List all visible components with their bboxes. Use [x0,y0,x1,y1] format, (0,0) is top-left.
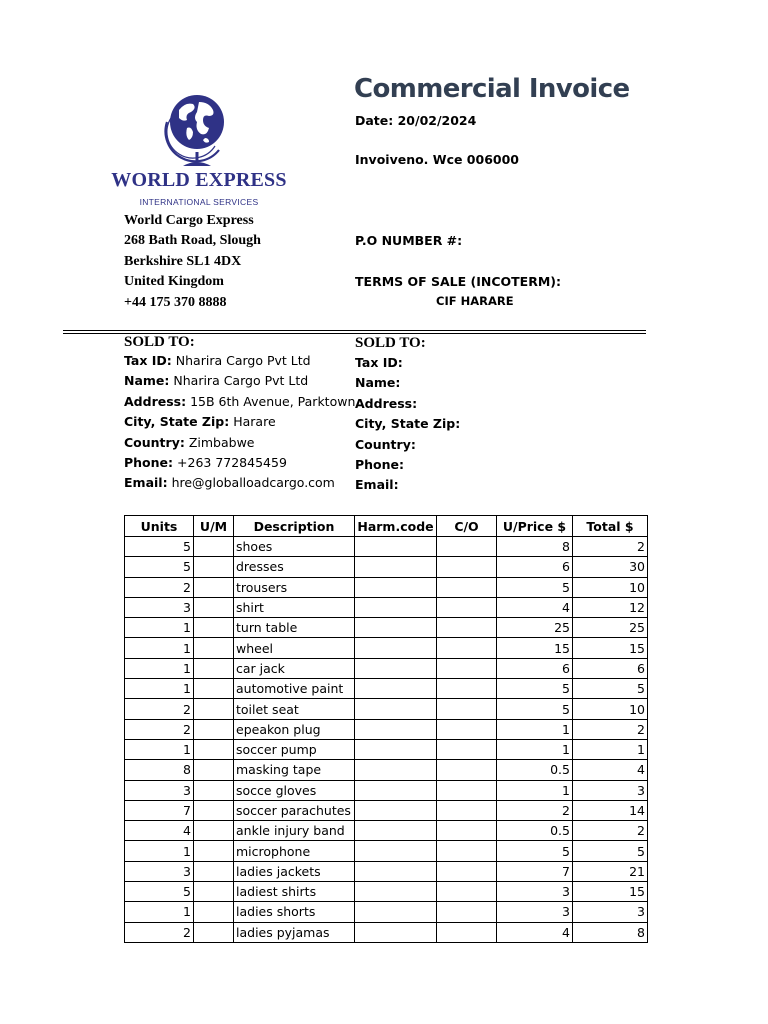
cell-unit-price: 2 [497,800,573,820]
cell-harm-code [355,557,437,577]
cell-total: 3 [573,780,648,800]
table-header-row [125,516,648,537]
cell-um [194,658,234,678]
sold-to-heading-left: SOLD TO: [124,334,195,350]
cell-um [194,618,234,638]
cell-total: 4 [573,760,648,780]
table-row [125,618,648,638]
cell-total: 12 [573,597,648,617]
table-row [125,739,648,759]
cell-units: 1 [125,739,194,759]
sender-address [124,211,261,313]
sold-to-right-country: Country: [355,436,416,452]
cell-unit-price: 1 [497,739,573,759]
cell-units: 3 [125,597,194,617]
cell-total: 5 [573,841,648,861]
cell-co [437,618,497,638]
sold-to-left-email: Email: hre@globalloadcargo.com [124,475,335,491]
cell-harm-code [355,739,437,759]
cell-unit-price: 5 [497,699,573,719]
cell-um [194,699,234,719]
cell-harm-code [355,679,437,699]
table-row [125,821,648,841]
table-row [125,577,648,597]
cell-um [194,597,234,617]
globe-logo-icon [159,88,235,170]
sold-to-right-city: City, State Zip: [355,416,461,432]
cell-description: toilet seat [234,699,355,719]
cell-units: 3 [125,780,194,800]
cell-um [194,902,234,922]
cell-um [194,821,234,841]
table-row [125,658,648,678]
cell-harm-code [355,597,437,617]
cell-total: 2 [573,537,648,557]
cell-total: 3 [573,902,648,922]
cell-co [437,780,497,800]
cell-units: 3 [125,861,194,881]
header-co: C/O [437,516,497,537]
table-row [125,861,648,881]
cell-total: 15 [573,638,648,658]
cell-unit-price: 3 [497,882,573,902]
cell-unit-price: 5 [497,679,573,699]
cell-description: socce gloves [234,780,355,800]
cell-co [437,597,497,617]
cell-unit-price: 6 [497,557,573,577]
table-row [125,780,648,800]
cell-harm-code [355,658,437,678]
cell-units: 1 [125,679,194,699]
cell-co [437,821,497,841]
sold-to-right-address: Address: [355,395,418,411]
cell-co [437,537,497,557]
cell-co [437,658,497,678]
sender-company: World Cargo Express [124,213,254,228]
header-um: U/M [194,516,234,537]
cell-harm-code [355,922,437,942]
cell-total: 5 [573,679,648,699]
cell-units: 2 [125,699,194,719]
table-row [125,699,648,719]
cell-um [194,882,234,902]
cell-units: 2 [125,577,194,597]
cell-units: 8 [125,760,194,780]
cell-units: 2 [125,922,194,942]
cell-co [437,861,497,881]
cell-co [437,760,497,780]
terms-of-sale-label: TERMS OF SALE (INCOTERM): [355,274,561,289]
cell-description: dresses [234,557,355,577]
cell-um [194,719,234,739]
table-row [125,922,648,942]
cell-unit-price: 5 [497,841,573,861]
sold-to-left-phone: Phone: +263 772845459 [124,455,287,471]
cell-unit-price: 15 [497,638,573,658]
sold-to-left-fields [124,351,355,494]
cell-um [194,537,234,557]
divider-line-top [63,330,646,331]
cell-um [194,841,234,861]
cell-units: 1 [125,902,194,922]
cell-total: 15 [573,882,648,902]
cell-units: 1 [125,658,194,678]
cell-description: car jack [234,658,355,678]
cell-co [437,557,497,577]
cell-units: 7 [125,800,194,820]
table-row [125,841,648,861]
cell-unit-price: 8 [497,537,573,557]
table-row [125,597,648,617]
cell-unit-price: 3 [497,902,573,922]
cell-total: 2 [573,719,648,739]
cell-units: 2 [125,719,194,739]
cell-units: 5 [125,557,194,577]
cell-harm-code [355,800,437,820]
sold-to-left-city: City, State Zip: Harare [124,414,276,430]
header-unit-price: U/Price $ [497,516,573,537]
items-table [124,515,648,943]
header-total: Total $ [573,516,648,537]
table-row [125,557,648,577]
table-row [125,638,648,658]
sold-to-right-fields [355,353,460,496]
cell-description: ankle injury band [234,821,355,841]
cell-co [437,922,497,942]
cell-description: ladiest shirts [234,882,355,902]
terms-of-sale-value: CIF HARARE [436,294,514,308]
table-row [125,760,648,780]
cell-units: 1 [125,841,194,861]
cell-unit-price: 4 [497,922,573,942]
cell-harm-code [355,699,437,719]
cell-harm-code [355,618,437,638]
cell-units: 5 [125,537,194,557]
cell-um [194,638,234,658]
cell-description: microphone [234,841,355,861]
cell-co [437,739,497,759]
cell-description: shirt [234,597,355,617]
cell-um [194,922,234,942]
cell-harm-code [355,638,437,658]
cell-harm-code [355,861,437,881]
cell-description: soccer pump [234,739,355,759]
header-units: Units [125,516,194,537]
cell-description: ladies pyjamas [234,922,355,942]
cell-total: 8 [573,922,648,942]
cell-total: 14 [573,800,648,820]
cell-harm-code [355,882,437,902]
cell-co [437,577,497,597]
cell-co [437,638,497,658]
cell-description: soccer parachutes [234,800,355,820]
cell-unit-price: 4 [497,597,573,617]
cell-um [194,861,234,881]
cell-harm-code [355,719,437,739]
sender-phone: +44 175 370 8888 [124,294,227,310]
cell-description: turn table [234,618,355,638]
cell-description: masking tape [234,760,355,780]
header-harm-code: Harm.code [355,516,437,537]
table-row [125,800,648,820]
cell-harm-code [355,841,437,861]
invoice-title: Commercial Invoice [354,74,630,104]
cell-description: automotive paint [234,679,355,699]
cell-units: 4 [125,821,194,841]
cell-harm-code [355,577,437,597]
cell-unit-price: 25 [497,618,573,638]
cell-harm-code [355,537,437,557]
cell-harm-code [355,902,437,922]
cell-co [437,841,497,861]
brand-name: WORLD EXPRESS [111,169,287,191]
cell-um [194,780,234,800]
invoice-number: Invoiveno. Wce 006000 [355,152,519,167]
cell-co [437,699,497,719]
cell-unit-price: 5 [497,577,573,597]
invoice-date: Date: 20/02/2024 [355,113,477,128]
cell-um [194,800,234,820]
cell-um [194,739,234,759]
cell-total: 1 [573,739,648,759]
sold-to-right-email: Email: [355,477,399,493]
sold-to-right-phone: Phone: [355,457,405,473]
sold-to-left-name: Name: Nharira Cargo Pvt Ltd [124,373,309,389]
table-row [125,719,648,739]
cell-co [437,882,497,902]
cell-unit-price: 6 [497,658,573,678]
cell-description: wheel [234,638,355,658]
cell-description: ladies jackets [234,861,355,881]
cell-total: 25 [573,618,648,638]
cell-total: 30 [573,557,648,577]
cell-total: 2 [573,821,648,841]
cell-description: epeakon plug [234,719,355,739]
sold-to-right-tax-id: Tax ID: [355,355,403,370]
cell-co [437,679,497,699]
sender-street: 268 Bath Road, Slough [124,233,261,249]
sold-to-left-tax-id: Tax ID: Nharira Cargo Pvt Ltd [124,353,311,368]
cell-total: 10 [573,577,648,597]
brand-subtitle: INTERNATIONAL SERVICES [139,197,259,207]
sold-to-right-name: Name: [355,375,401,391]
cell-description: ladies shorts [234,902,355,922]
cell-unit-price: 0.5 [497,821,573,841]
cell-units: 1 [125,638,194,658]
sold-to-heading-right: SOLD TO: [355,335,426,351]
cell-unit-price: 1 [497,780,573,800]
header-description: Description [234,516,355,537]
cell-total: 21 [573,861,648,881]
cell-um [194,557,234,577]
cell-harm-code [355,821,437,841]
sender-city: Berkshire SL1 4DX [124,253,242,269]
cell-co [437,800,497,820]
cell-co [437,902,497,922]
table-row [125,537,648,557]
po-number-label: P.O NUMBER #: [355,233,463,248]
cell-co [437,719,497,739]
table-row [125,679,648,699]
cell-total: 10 [573,699,648,719]
cell-description: shoes [234,537,355,557]
cell-unit-price: 7 [497,861,573,881]
cell-harm-code [355,780,437,800]
cell-units: 5 [125,882,194,902]
cell-um [194,760,234,780]
cell-unit-price: 1 [497,719,573,739]
sold-to-left-country: Country: Zimbabwe [124,434,255,450]
table-row [125,902,648,922]
cell-um [194,577,234,597]
sender-country: United Kingdom [124,274,224,290]
sold-to-left-address: Address: 15B 6th Avenue, Parktown [124,393,356,409]
cell-total: 6 [573,658,648,678]
cell-um [194,679,234,699]
cell-units: 1 [125,618,194,638]
cell-description: trousers [234,577,355,597]
cell-harm-code [355,760,437,780]
cell-unit-price: 0.5 [497,760,573,780]
table-row [125,882,648,902]
